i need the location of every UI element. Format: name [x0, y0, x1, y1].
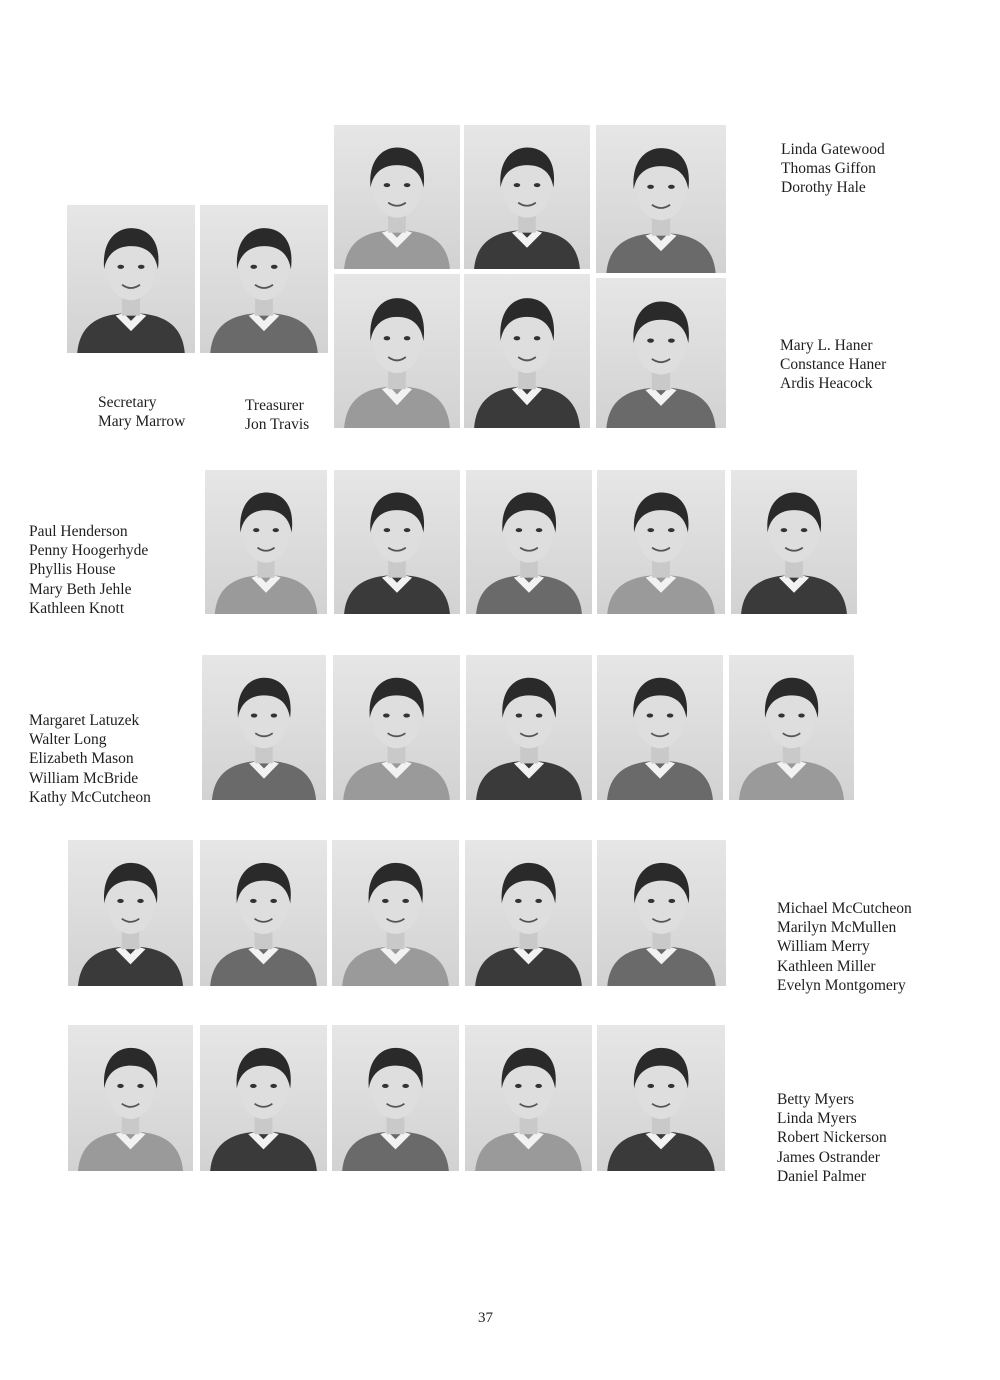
portrait-silhouette	[465, 840, 592, 986]
portrait-robert-nickerson	[332, 1025, 459, 1171]
list-item: Michael McCutcheon	[777, 900, 912, 917]
portrait-kathleen-miller	[465, 840, 592, 986]
list-item: Marilyn McMullen	[777, 919, 897, 937]
portrait-shoulders	[343, 761, 450, 800]
secretary-name: Mary Marrow	[98, 413, 186, 431]
portrait-silhouette	[200, 205, 328, 353]
portrait-shoulders	[78, 947, 183, 986]
secretary-title: Secretary	[98, 394, 157, 411]
name-list-group-1	[781, 140, 885, 198]
portrait-shoulders	[475, 1132, 582, 1171]
treasurer-title: Treasurer	[245, 397, 304, 414]
portrait-marilyn-mcmullen	[200, 840, 327, 986]
list-item: Linda Myers	[777, 1110, 857, 1128]
list-item: Mary Beth Jehle	[29, 580, 132, 598]
list-item: Elizabeth Mason	[29, 750, 134, 768]
portrait-shoulders	[475, 947, 582, 986]
portrait-silhouette	[466, 470, 592, 614]
portrait-silhouette	[68, 840, 193, 986]
portrait-silhouette	[597, 470, 725, 614]
portrait-kathy-mccutcheon	[729, 655, 854, 800]
portrait-shoulders	[606, 233, 715, 273]
list-item: Robert Nickerson	[777, 1129, 887, 1147]
portrait-shoulders	[606, 388, 715, 428]
portrait-silhouette	[334, 470, 460, 614]
portrait-shoulders	[474, 386, 580, 428]
list-item: Ardis Heacock	[780, 375, 873, 393]
portrait-shoulders	[476, 575, 582, 614]
treasurer-name: Jon Travis	[245, 416, 310, 434]
portrait-daniel-palmer	[597, 1025, 725, 1171]
list-item: Kathleen Miller	[777, 957, 876, 975]
list-item: Margaret Latuzek	[29, 712, 140, 729]
page-number: 37	[478, 1310, 493, 1326]
portrait-betty-myers	[68, 1025, 193, 1171]
list-item: Evelyn Montgomery	[777, 976, 906, 994]
portrait-penny-hoogerhyde	[334, 470, 460, 614]
portrait-treasurer	[200, 205, 328, 353]
portrait-shoulders	[741, 575, 847, 614]
portrait-thomas-giffon	[464, 125, 590, 269]
portrait-mary-l-haner	[334, 274, 460, 428]
portrait-silhouette	[200, 1025, 327, 1171]
portrait-silhouette	[464, 125, 590, 269]
portrait-shoulders	[77, 313, 185, 353]
portrait-elizabeth-mason	[466, 655, 592, 800]
list-item: Linda Gatewood	[781, 141, 885, 158]
portrait-constance-haner	[464, 274, 590, 428]
list-item: Dorothy Hale	[781, 179, 866, 197]
portrait-dorothy-hale	[596, 125, 726, 273]
portrait-linda-gatewood	[334, 125, 460, 269]
portrait-silhouette	[596, 125, 726, 273]
portrait-silhouette	[597, 840, 726, 986]
portrait-shoulders	[474, 230, 580, 269]
portrait-silhouette	[334, 274, 460, 428]
portrait-evelyn-montgomery	[597, 840, 726, 986]
name-list-group-4	[29, 711, 151, 807]
portrait-shoulders	[739, 761, 844, 800]
portrait-silhouette	[465, 1025, 592, 1171]
list-item: Thomas Giffon	[781, 160, 876, 178]
portrait-shoulders	[210, 313, 318, 353]
list-item: Paul Henderson	[29, 523, 128, 540]
portrait-silhouette	[68, 1025, 193, 1171]
portrait-shoulders	[344, 575, 450, 614]
portrait-silhouette	[464, 274, 590, 428]
portrait-silhouette	[597, 655, 723, 800]
portrait-silhouette	[597, 1025, 725, 1171]
portrait-shoulders	[78, 1132, 183, 1171]
portrait-silhouette	[200, 840, 327, 986]
portrait-silhouette	[731, 470, 857, 614]
portrait-shoulders	[342, 947, 449, 986]
portrait-michael-mccutcheon	[68, 840, 193, 986]
secretary-caption	[98, 393, 185, 431]
portrait-silhouette	[205, 470, 327, 614]
name-list-group-6	[777, 1090, 887, 1186]
portrait-shoulders	[210, 947, 317, 986]
portrait-mary-beth-jehle	[597, 470, 725, 614]
list-item: Constance Haner	[780, 356, 887, 374]
portrait-silhouette	[334, 125, 460, 269]
portrait-phyllis-house	[466, 470, 592, 614]
portrait-ardis-heacock	[596, 278, 726, 428]
portrait-shoulders	[215, 575, 317, 614]
portrait-william-mcbride	[597, 655, 723, 800]
list-item: Walter Long	[29, 731, 107, 749]
list-item: William McBride	[29, 769, 139, 787]
name-list-group-2	[780, 336, 886, 394]
list-item: Penny Hoogerhyde	[29, 542, 149, 560]
portrait-shoulders	[212, 761, 316, 800]
portrait-shoulders	[210, 1132, 317, 1171]
list-item: Kathleen Knott	[29, 599, 125, 617]
portrait-silhouette	[332, 1025, 459, 1171]
list-item: Kathy McCutcheon	[29, 788, 151, 806]
portrait-silhouette	[332, 840, 459, 986]
name-list-group-3	[29, 522, 148, 618]
portrait-secretary	[67, 205, 195, 353]
treasurer-caption	[245, 396, 309, 434]
portrait-paul-henderson	[205, 470, 327, 614]
portrait-silhouette	[67, 205, 195, 353]
portrait-kathleen-knott	[731, 470, 857, 614]
portrait-shoulders	[344, 230, 450, 269]
portrait-shoulders	[607, 761, 713, 800]
portrait-william-merry	[332, 840, 459, 986]
portrait-silhouette	[596, 278, 726, 428]
list-item: Betty Myers	[777, 1091, 855, 1108]
portrait-linda-myers	[200, 1025, 327, 1171]
portrait-silhouette	[466, 655, 592, 800]
portrait-walter-long	[333, 655, 460, 800]
portrait-silhouette	[333, 655, 460, 800]
portrait-shoulders	[344, 386, 450, 428]
list-item: Mary L. Haner	[780, 337, 873, 354]
list-item: William Merry	[777, 938, 870, 956]
portrait-shoulders	[607, 575, 715, 614]
portrait-shoulders	[607, 1132, 715, 1171]
portrait-silhouette	[729, 655, 854, 800]
name-list-group-5	[777, 899, 912, 995]
list-item: Daniel Palmer	[777, 1167, 867, 1185]
portrait-shoulders	[476, 761, 582, 800]
portrait-margaret-latuzek	[202, 655, 326, 800]
list-item: James Ostrander	[777, 1148, 880, 1166]
portrait-shoulders	[607, 947, 715, 986]
portrait-james-ostrander	[465, 1025, 592, 1171]
list-item: Phyllis House	[29, 561, 116, 579]
portrait-shoulders	[342, 1132, 449, 1171]
portrait-silhouette	[202, 655, 326, 800]
